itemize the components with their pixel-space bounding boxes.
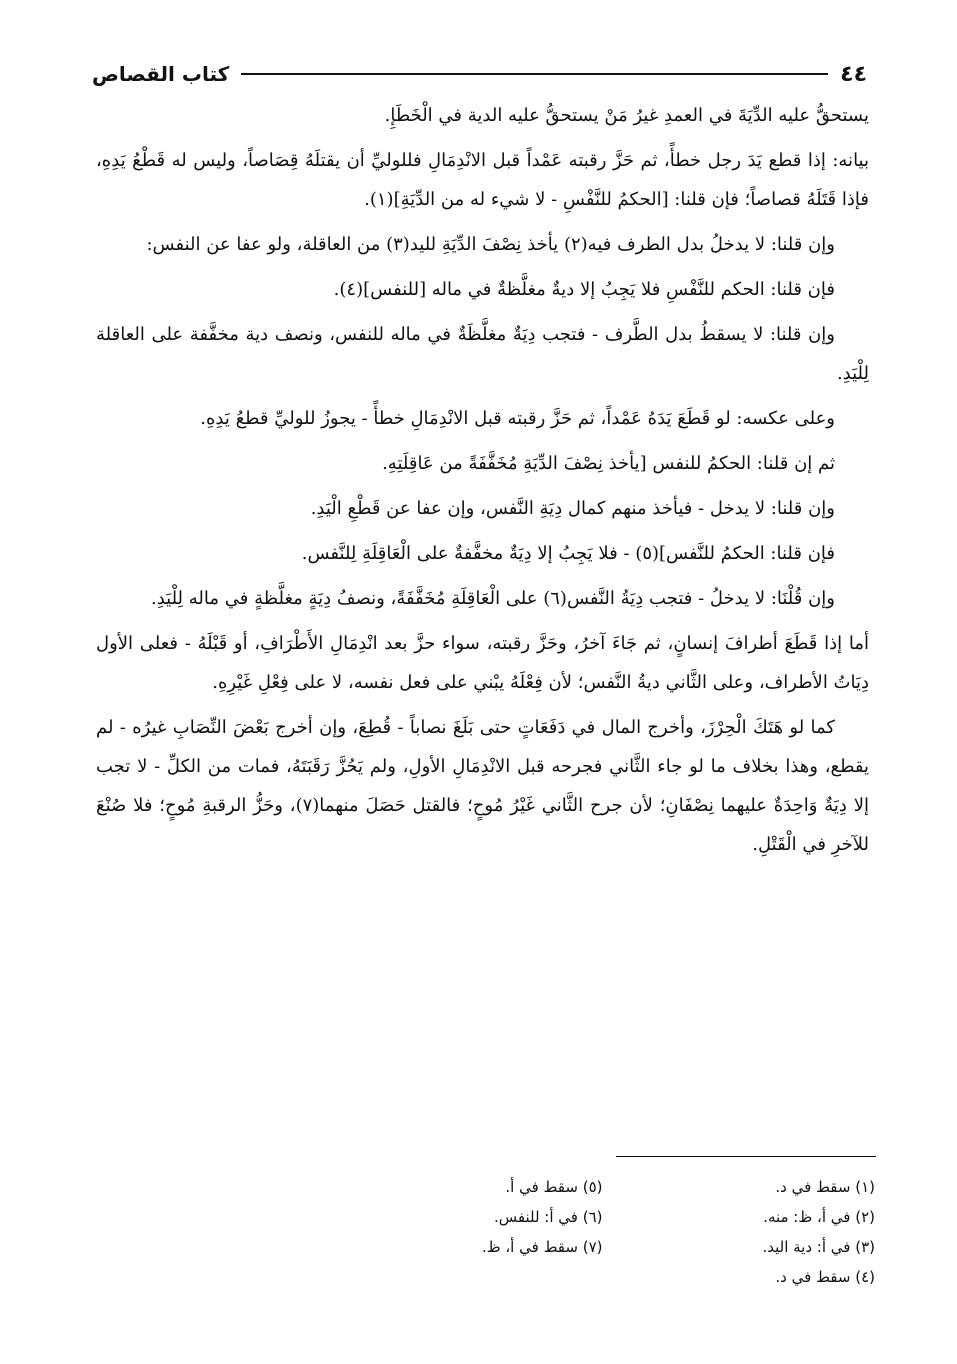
- paragraph: وإن قلنا: لا يسقطُ بدل الطَّرف - فتجب دِيَةٌ مغلَّظَةٌ في ماله للنفس، ونصف دية مخفَّفة على العاقلة لِلْيَدِ.: [96, 324, 869, 384]
- paragraph: فإن قلنا: الحكم للنَّفْسِ فلا يَجِبُ إلا ديةٌ مغلَّظةٌ في ماله [للنفس](٤).: [333, 279, 835, 300]
- footnote: (٤) سقط في د.: [775, 1268, 875, 1286]
- paragraph: كما لو هَتَكَ الْحِرْزَ، وأخرج المال في دَفَعَاتٍ حتى بَلَغَ نصاباً - قُطِعَ، وإن أخرج بَعْضَ النِّصَابِ غيرُه - لم يقطع، وهذا بخلاف ما لو جاء الثَّاني فجرحه قبل الانْدِمَالِ الأولِ، ولم يَحُزَّ رَقَبَتَهُ، فمات من الكلِّ - لا تجب إلا دِيَةٌ وَاحِدَةٌ عليهما نِصْفَانِ؛ لأن جرح الثَّاني غَيْرُ مُوحٍ؛ فالقتل حَصَلَ منهما(٧)، وحَزُّ الرقبةِ مُوحٍ؛ فلا صُنْعَ للآخرِ في الْقَتْلِ.: [96, 717, 870, 855]
- running-header: [92, 56, 867, 92]
- footnotes-column-right: [603, 1172, 876, 1292]
- footnote: (٢) في أ، ظ: منه.: [763, 1208, 875, 1226]
- footnote: (٥) سقط في أ.: [505, 1178, 603, 1196]
- paragraph: بيانه: إذا قطع يَدَ رجل خطأً، ثم حَزَّ رقبته عَمْداً قبل الانْدِمَالِ فللوليِّ أن يقتلَهُ قِصَاصاً، وليس له قَطْعُ يَدِهِ، فإذا قَتَلَهُ قصاصاً؛ فإن قلنا: [الحكمُ للنَّفْسِ - لا شيء له من الدِّيَةِ](١).: [96, 150, 869, 210]
- footnote: (٦) في أ: للنفس.: [493, 1208, 603, 1226]
- footnotes-column-left: [330, 1172, 603, 1292]
- paragraph: ثم إن قلنا: الحكمُ للنفس [يأخذ نِصْفَ الدِّيَةِ مُخَفَّفَةً من عَاقِلَتِهِ.: [382, 453, 835, 474]
- paragraph: وإن قلنا: لا يدخلُ بدل الطرف فيه(٢) يأخذ نِصْفَ الدِّيَةِ لليد(٣) من العاقلة، ولو عفا عن النفس:: [146, 234, 835, 255]
- paragraph: يستحقُّ عليه الدِّيَةَ في العمدِ غيرُ مَنْ يستحقُّ عليه الدية في الْخَطَإِ.: [384, 105, 869, 126]
- paragraph: أما إذا قَطَعَ أطرافَ إنسانٍ، ثم جَاءَ آخرُ، وحَزَّ رقبته، سواء حزَّ بعد انْدِمَالِ الأَطْرَافِ، أو قَبْلَهُ - فعلى الأول دِيَاتُ الأطراف، وعلى الثَّاني ديةُ النَّفس؛ لأن فِعْلَهُ يبْني على فعل نفسه، لا على فِعْلِ غَيْرِهِ.: [96, 633, 869, 693]
- header-rule: [241, 73, 828, 75]
- paragraph: فإن قلنا: الحكمُ للنَّفس](٥) - فلا يَجِبُ إلا دِيَةٌ مخفَّفةٌ على الْعَاقِلَةِ لِلنَّفس.: [301, 543, 835, 564]
- footnote-separator: [616, 1156, 876, 1157]
- footnotes: [330, 1172, 875, 1292]
- footnote: (١) سقط في د.: [775, 1178, 875, 1196]
- page-number: ٤٤: [840, 61, 867, 87]
- footnote: (٧) سقط في أ، ظ.: [481, 1238, 603, 1256]
- main-text: [96, 96, 869, 870]
- paragraph: وإن قُلْنَا: لا يدخلُ - فتجب دِيَةُ النَّفس(٦) على الْعَاقِلَةِ مُخَفَّفَةً، ونصفُ دِيَةٍ مغلَّظةٍ في ماله لِلْيَدِ.: [150, 588, 835, 609]
- paragraph: وإن قلنا: لا يدخل - فيأخذ منهم كمال دِيَةِ النَّفس، وإن عفا عن قَطْعِ الْيَدِ.: [310, 498, 835, 519]
- chapter-title: كتاب القصاص: [92, 62, 230, 86]
- footnote: (٣) في أ: دية اليد.: [762, 1238, 875, 1256]
- paragraph: وعلى عكسه: لو قَطَعَ يَدَهُ عَمْداً، ثم حَزَّ رقبته قبل الانْدِمَالِ خطأً - يجوزُ للوليِّ قطعُ يَدِهِ.: [200, 408, 835, 429]
